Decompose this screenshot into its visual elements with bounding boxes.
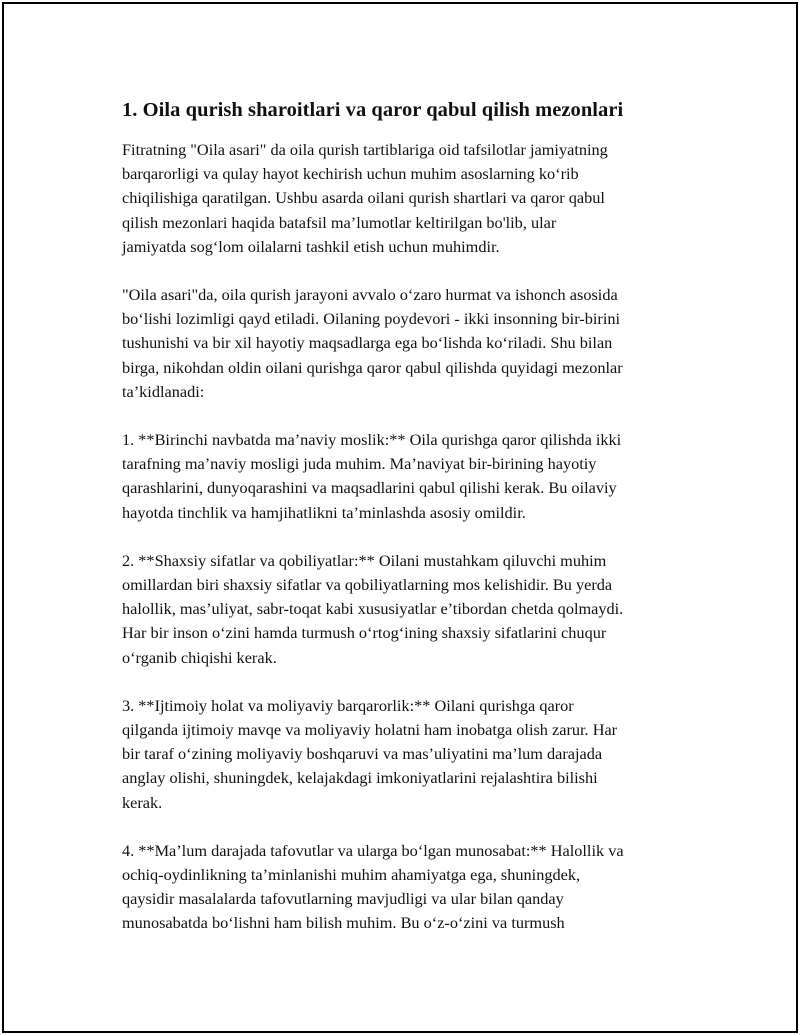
text-line: ochiq-oydinlikning ta’minlanishi muhim ahamiyatga ega, shuningdek,: [122, 865, 581, 885]
document-body: [122, 96, 697, 960]
text-line: omillardan biri shaxsiy sifatlar va qobiliyatlarning mos kelishidir. Bu yerda: [122, 575, 613, 595]
text-line: anglay olishi, shuningdek, kelajakdagi imkoniyatlarini rejalashtira bilishi: [122, 768, 598, 788]
text-line: 1. **Birinchi navbatda ma’naviy moslik:** Oila qurishga qaror qilishda ikki: [122, 430, 622, 450]
text-line: ta’kidlanadi:: [122, 381, 205, 401]
paragraph-intro: [122, 138, 697, 259]
text-line: qilish mezonlari haqida batafsil ma’lumotlar keltirilgan bo'lib, ular: [122, 212, 557, 232]
text-line: qarashlarini, dunyoqarashini va maqsadlarini qabul qilishi kerak. Bu oilaviy: [122, 478, 617, 498]
text-line: bo‘lishi lozimligi qayd etiladi. Oilaning poydevori - ikki insonning bir-birini: [122, 309, 621, 329]
text-line: halollik, mas’uliyat, sabr-toqat kabi xususiyatlar e’tibordan chetda qolmaydi.: [122, 599, 624, 619]
text-line: o‘rganib chiqishi kerak.: [122, 647, 277, 667]
text-line: barqarorligi va qulay hayot kechirish uchun muhim asoslarning ko‘rib: [122, 164, 579, 184]
text-line: tarafning ma’naviy mosligi juda muhim. Ma’naviyat bir-birining hayotiy: [122, 454, 597, 474]
text-line: tushunishi va bir xil hayotiy maqsadlarga ega bo‘lishda ko‘riladi. Shu bilan: [122, 333, 613, 353]
text-line: 2. **Shaxsiy sifatlar va qobiliyatlar:** Oilani mustahkam qiluvchi muhim: [122, 550, 607, 570]
text-line: 4. **Ma’lum darajada tafovutlar va ularga bo‘lgan munosabat:** Halollik va: [122, 840, 624, 860]
text-line: qaysidir masalalarda tafovutlarning mavjudligi va ular bilan qanday: [122, 889, 564, 909]
text-line: Fitratning "Oila asari" da oila qurish tartiblariga oid tafsilotlar jamiyatning: [122, 140, 608, 159]
text-line: chiqilishiga qaratilgan. Ushbu asarda oilani qurish shartlari va qaror qabul: [122, 188, 605, 208]
paragraph-criterion-3: [122, 694, 697, 815]
page-frame: [2, 2, 798, 1033]
text-line: munosabatda bo‘lishni ham bilish muhim. Bu o‘z-o‘zini va turmush: [122, 913, 565, 933]
text-line: kerak.: [122, 792, 163, 812]
paragraph-criteria-intro: [122, 283, 697, 404]
text-line: birga, nikohdan oldin oilani qurishga qaror qabul qilishda quyidagi mezonlar: [122, 357, 623, 377]
text-line: jamiyatda sog‘lom oilalarni tashkil etish uchun muhimdir.: [122, 236, 500, 256]
text-line: bir taraf o‘zining moliyaviy boshqaruvi va mas’uliyatini ma’lum darajada: [122, 744, 603, 764]
text-line: Har bir inson o‘zini hamda turmush o‘rtog‘ining shaxsiy sifatlarini chuqur: [122, 623, 607, 643]
text-line: qilganda ijtimoiy mavqe va moliyaviy holatni ham inobatga olish zarur. Har: [122, 720, 618, 740]
text-line: 3. **Ijtimoiy holat va moliyaviy barqarorlik:** Oilani qurishga qaror: [122, 695, 574, 715]
text-line: "Oila asari"da, oila qurish jarayoni avvalo o‘zaro hurmat va ishonch asosida: [122, 285, 618, 305]
paragraph-criterion-4: [122, 839, 697, 936]
paragraph-criterion-1: [122, 428, 697, 525]
section-heading: 1. Oila qurish sharoitlari va qaror qabul qilish mezonlari: [122, 99, 624, 121]
text-line: hayotda tinchlik va hamjihatlikni ta’minlashda asosiy omildir.: [122, 502, 526, 522]
paragraph-criterion-2: [122, 549, 697, 670]
